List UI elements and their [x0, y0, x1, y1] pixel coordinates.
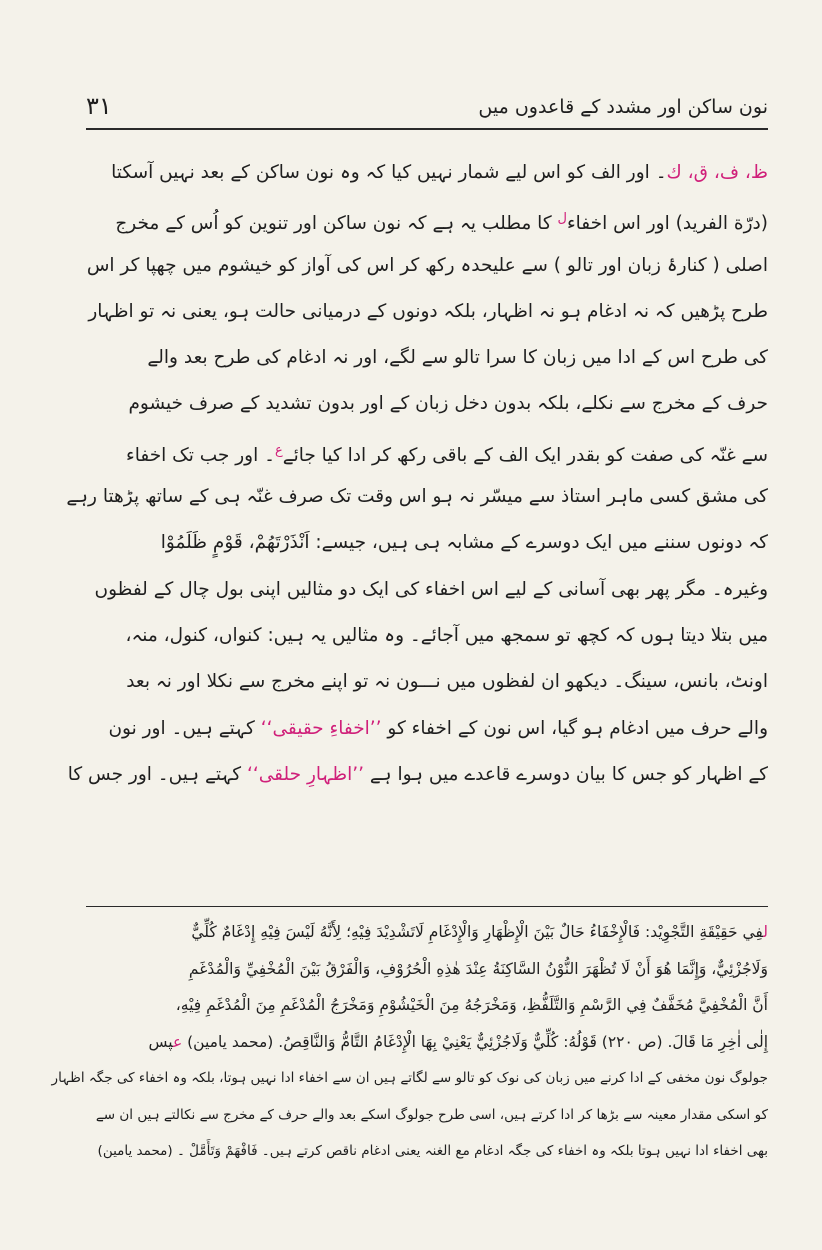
main-text [66, 150, 768, 798]
page-header [86, 92, 768, 124]
text-segment: میں بتلا دیتا ہوں کہ کچھ تو سمجھ میں آجائے۔ وہ مثالیں یہ ہیں: کنواں، کنول، منہ، [125, 624, 768, 646]
text-segment: پس [148, 1032, 173, 1051]
text-segment: وغیرہ۔ مگر پھر بھی آسانی کے لیے اس اخفاء کی ایک دو مثالیں اپنی بول چال کے لفظوں [94, 578, 768, 600]
text-segment: إِلٰى اٰخِرِ مَا قَالَ. (ص ۲۲۰) قَوْلُهُ: كُلِّيٌّ وَلَاجُزْئِيٌّ يَعْنِيْ بِهَا الْإِدْغَامُ التَّامُّ وَالنَّاقِصُ. (محمد یامین) [182, 1032, 768, 1051]
text-segment: کہتے ہیں۔ اور نون [108, 717, 261, 739]
footnote-line [51, 1060, 768, 1097]
highlighted-text: ’’اظہارِ حلقی‘‘ [246, 763, 365, 785]
text-segment: طرح پڑھیں کہ نہ ادغام ہو نہ اظہار، بلکہ دونوں کے درمیانی حالت ہو، یعنی نہ تو اظہار [88, 300, 768, 322]
footnote-line [86, 914, 768, 951]
body-line [86, 381, 768, 427]
body-line [86, 659, 768, 705]
page-number: ۳۱ [86, 92, 112, 120]
body-line [67, 752, 768, 798]
text-segment: کی طرح اس کے ادا میں زبان کا سرا تالو سے لگے، اور نہ ادغام کی طرح بعد والے [147, 347, 768, 369]
body-line [66, 474, 768, 520]
body-line [86, 613, 768, 659]
footnote-marker: ل [557, 211, 567, 227]
body-line [86, 289, 768, 335]
text-segment: کو اسکی مقدار معینہ سے بڑھا کر ادا کرتے ہیں، اسی طرح جولوگ اسکے بعد والے حرف کے مخرج سے نکالتے ہیں ان سے [95, 1106, 768, 1123]
header-divider [86, 128, 768, 130]
footnote-divider [86, 906, 768, 907]
text-segment: وَلَاجُزْئِيٌّ، وَإِنَّمَا هُوَ أَنْ لَا تُظْهَرَ النُّوْنُ السَّاكِنَةُ عِنْدَ هٰذِهِ الْحُرُوْفِ، وَالْفَرْقُ بَيْنَ الْمُخْفِيِّ وَالْمُدْغَمِ [188, 959, 768, 978]
body-line [86, 196, 768, 242]
body-line [86, 243, 768, 289]
text-segment: والے حرف میں ادغام ہو گیا، اس نون کے اخفاء کو [381, 717, 768, 739]
highlighted-text: ع [172, 1032, 183, 1051]
text-segment: جولوگ نون مخفی کے ادا کرنے میں زبان کی نوک کو تالو سے لگاتے ہیں ان سے اخفاء ادا نہیں ہوتا، بلکہ وہ اخفاء کی جگہ اظہار [51, 1070, 768, 1086]
text-segment: کے اظہار کو جس کا بیان دوسرے قاعدے میں ہوا ہے [364, 763, 768, 785]
text-segment: حرف کے مخرج سے نکلے، بلکہ بدون دخل زبان کے اور بدون تشدید کے صرف خیشوم [128, 393, 768, 415]
footnote-line [86, 1097, 768, 1134]
text-segment: کہ دونوں سننے میں ایک دوسرے کے مشابہ ہی ہیں، جیسے: اَنْذَرْتَهُمْ، قَوْمٍ ظَلَمُوْا [160, 532, 768, 554]
highlighted-text: ظ، ف، ق، ك [666, 162, 768, 183]
text-segment: (درّة الفرید) اور اس اخفاء [566, 213, 768, 235]
text-segment: کہتے ہیں۔ اور جس کا [67, 763, 247, 785]
text-segment: اصلی ( کنارۂ زبان اور تالو ) سے علیحدہ رکھ کر اس کی آواز کو خیشوم میں چھپا کر اس [86, 254, 768, 276]
body-line [86, 520, 768, 566]
text-segment: بھی اخفاء ادا نہیں ہوتا بلکہ وہ اخفاء کی جگہ ادغام مع الغنہ یعنی ادغام ناقص کرتے ہیں۔ فَافْهَمْ وَتَأَمَّلْ ۔ (محمد یامین) [97, 1143, 768, 1159]
footnote-line [86, 987, 768, 1024]
highlighted-text: ل [763, 923, 768, 941]
text-segment: اونٹ، بانس، سینگ۔ دیکھو ان لفظوں میں نـــون نہ تو اپنے مخرج سے نکلا اور نہ بعد [126, 671, 768, 693]
body-line [86, 706, 768, 752]
body-line [86, 150, 768, 196]
text-segment: أَنَّ الْمُخْفِيَّ مُخَفَّفٌ فِي الرَّسْمِ وَالتَّلَفُّظِ، وَمَخْرَجُهُ مِنَ الْخَيْشُوْمِ وَمَخْرَجُ الْمُدْغَمِ مِنَ الْمُدْغَمِ فِيْهِ، [175, 996, 768, 1014]
text-segment: سے غنّہ کی صفت کو بقدر ایک الف کے باقی رکھ کر ادا کیا جائے [282, 444, 768, 466]
footnote-marker: ع [274, 442, 283, 458]
footnote-line [86, 951, 768, 988]
body-line [86, 567, 768, 613]
footnote-line [86, 1024, 768, 1061]
text-segment: فِي حَقِيْقَةِ التَّجْوِيْد: فَالْإِخْفَاءُ حَالٌ بَيْنَ الْإِظْهَارِ وَالْإِدْغَامِ لَاتَشْدِيْدَ فِيْهِ؛ لِأَنَّهُ لَيْسَ فِيْهِ إِدْغَامٌ كُلِّيٌّ [191, 923, 764, 941]
body-line [86, 335, 768, 381]
footnote-line [86, 1133, 768, 1170]
text-segment: ۔ اور جب تک اخفاء [126, 444, 275, 466]
footnotes-section [51, 914, 768, 1170]
highlighted-text: ’’اخفاءِ حقیقی‘‘ [260, 717, 382, 739]
text-segment: کی مشق کسی ماہر استاذ سے میسّر نہ ہو اس وقت تک صرف غنّہ ہی کے ساتھ پڑھتا رہے [66, 486, 768, 508]
body-line [86, 428, 768, 474]
text-segment: کا مطلب یہ ہے کہ نون ساکن اور تنوین کو اُس کے مخرج [115, 213, 558, 235]
running-title: نون ساکن اور مشدد کے قاعدوں میں [478, 96, 768, 118]
text-segment: ۔ اور الف کو اس لیے شمار نہیں کیا کہ وہ نون ساکن کے بعد نہیں آسکتا [111, 162, 667, 183]
